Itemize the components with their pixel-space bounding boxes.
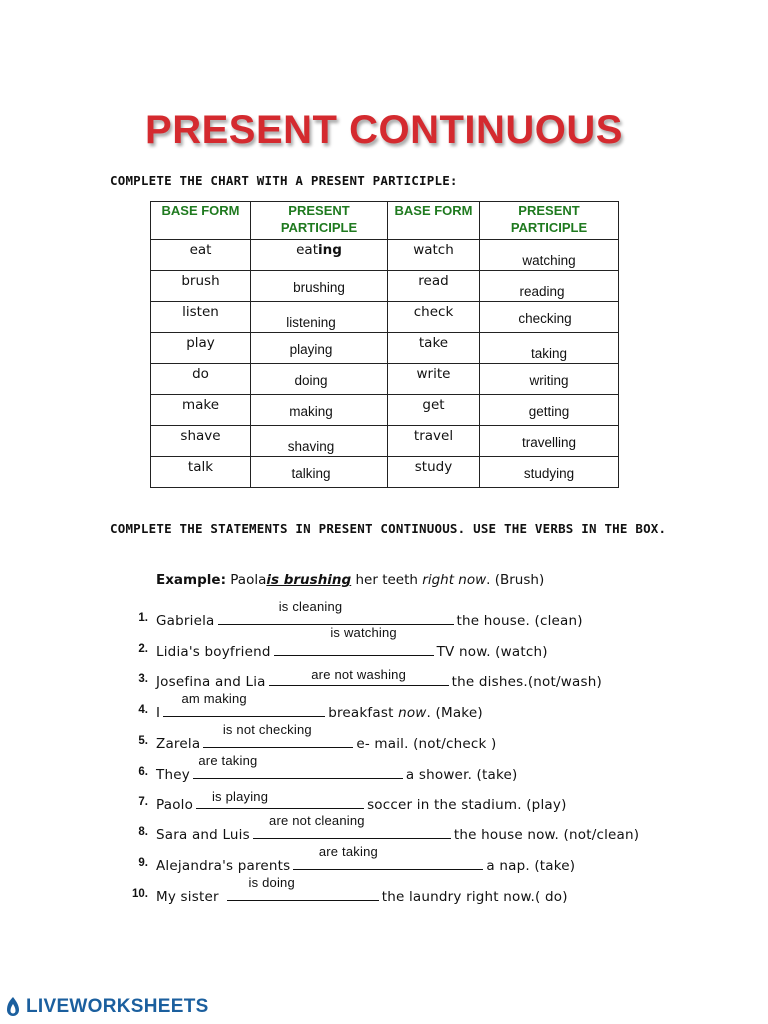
answer-text: is watching: [330, 625, 397, 640]
item-number: 9.: [138, 857, 148, 869]
participle-answer-cell[interactable]: [251, 395, 388, 426]
item-number: 2.: [138, 643, 148, 655]
item-number: 4.: [138, 704, 148, 716]
participle-answer: making: [289, 404, 333, 419]
header-base-form-1: BASE FORM: [151, 202, 251, 240]
header-present-participle-1: PRESENT PARTICIPLE: [251, 202, 388, 240]
header-present-participle-2: PRESENT PARTICIPLE: [480, 202, 619, 240]
participle-prefix: eat: [296, 242, 318, 258]
statement: [156, 875, 568, 905]
statement-before: I: [156, 705, 161, 721]
answer-blank[interactable]: [163, 691, 325, 717]
participle-answer: getting: [528, 404, 570, 419]
base-form-cell: do: [192, 366, 209, 382]
item-number: 5.: [138, 735, 148, 747]
statement-emphasis: now: [398, 705, 427, 721]
participle-answer-cell[interactable]: [480, 395, 619, 426]
statement-before: Paolo: [156, 797, 194, 813]
answer-text: am making: [181, 691, 247, 706]
base-form-cell: read: [418, 273, 449, 289]
statement-before: Gabriela: [156, 613, 215, 629]
answer-text: is not checking: [222, 722, 312, 737]
participle-answer: listening: [286, 315, 336, 330]
base-form-cell: listen: [182, 304, 219, 320]
statement-after-2: . (Make): [426, 705, 483, 721]
item-number: 3.: [138, 673, 148, 685]
example-answer: is brushing: [266, 572, 352, 588]
example-after: her teeth: [355, 572, 418, 588]
table-row: [151, 271, 619, 302]
base-form-cell: play: [186, 335, 215, 351]
answer-text: is cleaning: [278, 599, 343, 614]
table-row: [151, 395, 619, 426]
participle-answer-cell[interactable]: [480, 364, 619, 395]
statement-after: breakfast: [328, 705, 394, 721]
answer-text: are taking: [318, 844, 378, 859]
example-label: Example: [156, 572, 221, 588]
statement-after: the house. (clean): [456, 613, 583, 629]
item-number: 6.: [138, 766, 148, 778]
participle-answer: watching: [522, 253, 576, 268]
participle-answer: travelling: [521, 435, 577, 450]
participle-answer: playing: [289, 342, 333, 357]
base-form-cell: get: [422, 397, 445, 413]
statement-after: the laundry right now.( do): [381, 889, 568, 905]
statement-before: Zarela: [156, 736, 201, 752]
participle-answer: [251, 240, 387, 258]
statement: [156, 813, 640, 843]
participle-answer-cell[interactable]: [480, 426, 619, 457]
base-form-cell: write: [416, 366, 451, 382]
participle-answer-cell[interactable]: [251, 457, 388, 488]
chart-instruction: COMPLETE THE CHART WITH A PRESENT PARTICIPLE:: [110, 173, 458, 188]
statement-after: a shower. (take): [405, 767, 518, 783]
table-row: [151, 457, 619, 488]
participle-answer: talking: [291, 466, 331, 481]
statement-before: Sara and Luis: [156, 827, 250, 843]
table-row: [151, 333, 619, 364]
answer-text: is doing: [248, 875, 295, 890]
answer-blank[interactable]: [293, 844, 483, 870]
worksheet-title: PRESENT CONTINUOUS: [145, 108, 623, 152]
footer-brand: LIVEWORKSHEETS: [26, 996, 209, 1017]
statement-after: e- mail. (not/check ): [356, 736, 497, 752]
answer-blank[interactable]: [253, 813, 451, 839]
table-row: [151, 240, 619, 271]
participle-answer: shaving: [287, 439, 335, 454]
answer-blank[interactable]: [193, 753, 403, 779]
participle-answer-cell[interactable]: [480, 333, 619, 364]
participle-answer: checking: [518, 311, 572, 326]
statement-after: the dishes.(not/wash): [451, 674, 602, 690]
statement: [156, 789, 567, 813]
answer-blank[interactable]: [227, 875, 379, 901]
answer-blank[interactable]: [274, 625, 434, 656]
base-form-cell: brush: [181, 273, 220, 289]
liveworksheets-logo-icon: [4, 996, 22, 1018]
participle-answer: writing: [529, 373, 569, 388]
statement-after: TV now. (watch): [436, 644, 548, 660]
table-row: [151, 302, 619, 333]
participle-answer-cell[interactable]: [251, 240, 388, 271]
item-number: 1.: [138, 612, 148, 624]
participle-answer: taking: [530, 346, 568, 361]
answer-text: are not washing: [311, 667, 407, 682]
item-number: 10.: [132, 888, 148, 900]
participle-answer-cell[interactable]: [480, 240, 619, 271]
chart-header-row: [151, 202, 619, 240]
participle-answer: brushing: [293, 280, 345, 295]
statement-before: My sister: [156, 889, 219, 905]
example-before: Paola: [230, 572, 267, 588]
answer-blank[interactable]: [203, 722, 353, 748]
answer-text: are not cleaning: [269, 813, 365, 828]
participle-answer-cell[interactable]: [251, 426, 388, 457]
statement: [156, 844, 576, 874]
table-row: [151, 364, 619, 395]
statement: [156, 691, 483, 721]
answer-blank[interactable]: [196, 789, 364, 809]
base-form-cell: talk: [187, 459, 214, 475]
participle-answer: reading: [519, 284, 565, 299]
example-verb: . (Brush): [486, 572, 545, 588]
participle-answer-cell[interactable]: [251, 364, 388, 395]
base-form-cell: shave: [180, 428, 221, 444]
statement-before: Alejandra's parents: [156, 858, 291, 874]
statement-before: Lidia's boyfriend: [156, 644, 271, 660]
statement-before: Josefina and Lia: [156, 674, 266, 690]
statement-before: They: [156, 767, 190, 783]
participle-answer-cell[interactable]: [480, 457, 619, 488]
example-emphasis: right now: [422, 572, 487, 588]
statement-after: soccer in the stadium. (play): [367, 797, 567, 813]
table-row: [151, 426, 619, 457]
participle-answer-cell[interactable]: [251, 302, 388, 333]
statement-after: a nap. (take): [486, 858, 576, 874]
participle-answer-cell[interactable]: [480, 302, 619, 333]
liveworksheets-footer[interactable]: [4, 996, 209, 1018]
statements-instruction: COMPLETE THE STATEMENTS IN PRESENT CONTINUOUS. USE THE VERBS IN THE BOX.: [110, 521, 667, 536]
base-form-cell: check: [413, 304, 454, 320]
participle-answer: studying: [523, 466, 575, 481]
base-form-cell: make: [181, 397, 220, 413]
example-sentence: [156, 572, 544, 588]
base-form-cell: travel: [413, 428, 454, 444]
header-base-form-2: BASE FORM: [388, 202, 480, 240]
base-form-cell: study: [414, 459, 453, 475]
base-form-cell: take: [418, 335, 449, 351]
item-number: 8.: [138, 826, 148, 838]
answer-text: is playing: [211, 789, 269, 804]
participle-suffix: ing: [317, 242, 342, 258]
item-number: 7.: [138, 796, 148, 808]
answer-blank[interactable]: [218, 599, 454, 625]
base-form-cell: eat: [189, 242, 212, 258]
participle-answer-cell[interactable]: [251, 333, 388, 364]
statement: [156, 722, 497, 752]
participle-answer-cell[interactable]: [251, 271, 388, 302]
statement-after: the house now. (not/clean): [453, 827, 640, 843]
base-form-cell: watch: [413, 242, 454, 258]
answer-text: are taking: [198, 753, 258, 768]
answer-blank[interactable]: [269, 667, 449, 686]
participle-answer-cell[interactable]: [480, 271, 619, 302]
example-colon: :: [220, 572, 226, 588]
statement: [156, 667, 602, 690]
statement: [156, 753, 518, 783]
statement: [156, 625, 548, 660]
participle-answer: doing: [294, 373, 328, 388]
participle-chart: [150, 201, 619, 488]
